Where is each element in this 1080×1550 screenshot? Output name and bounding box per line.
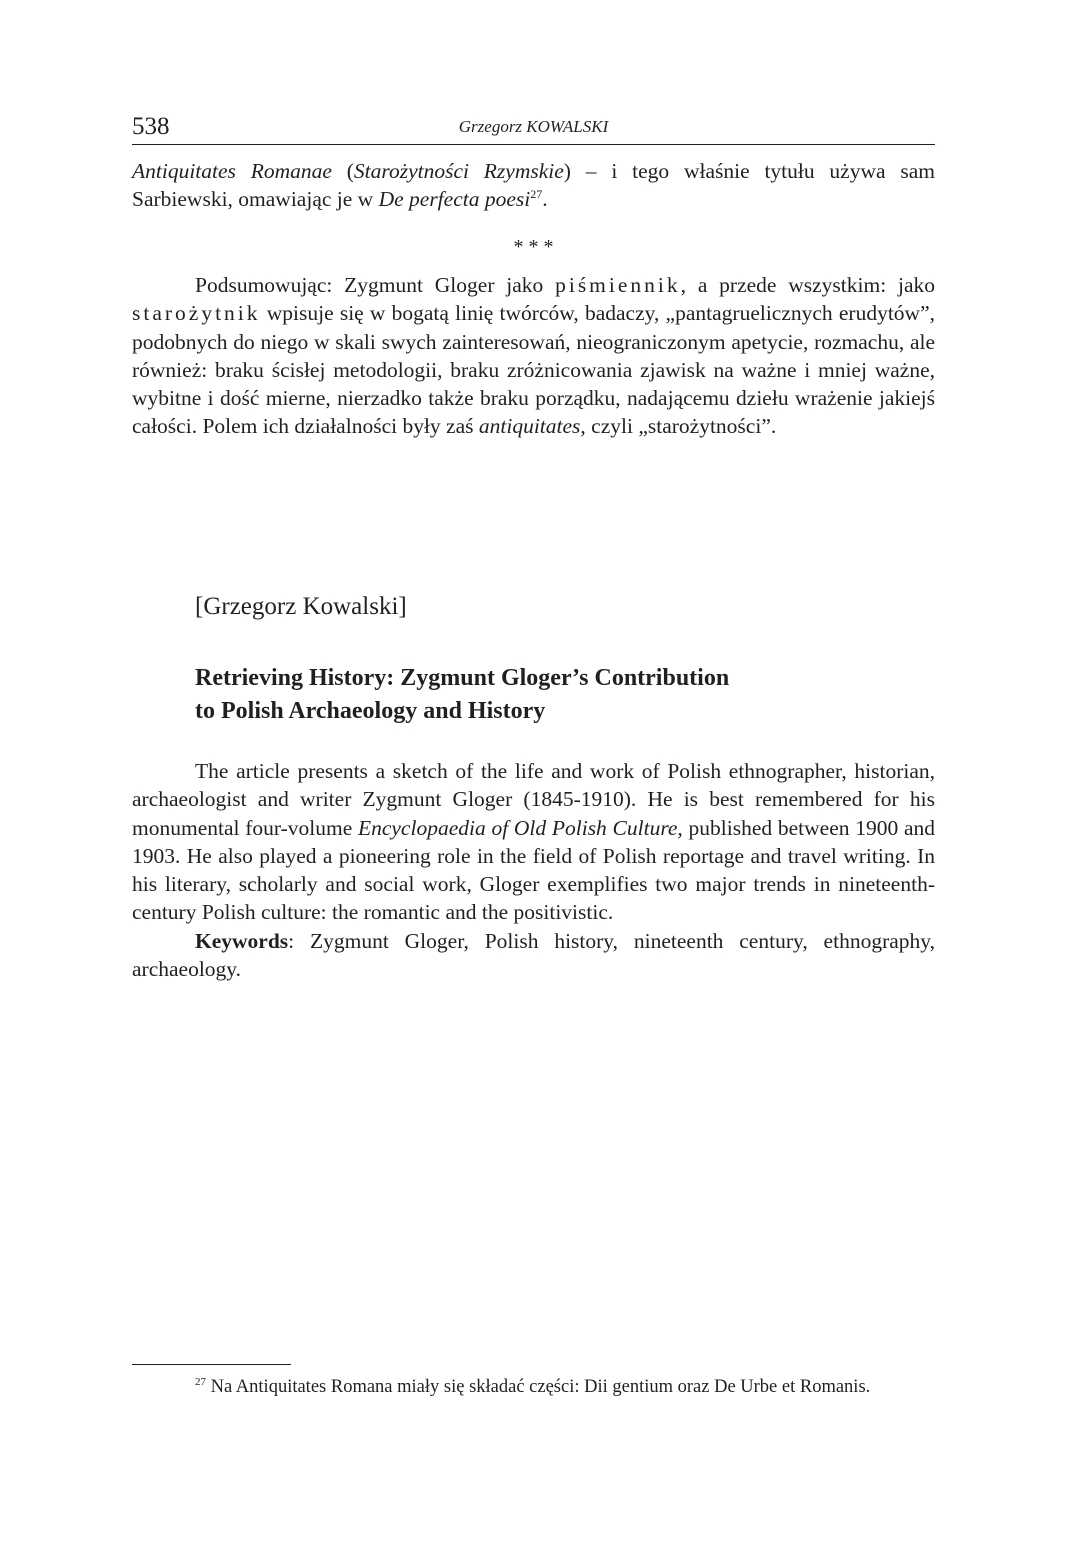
page-number: 538: [132, 113, 170, 140]
italic-title: Encyclopaedia of Old Polish Culture,: [357, 815, 683, 840]
spaced-term: starożytnik: [132, 301, 261, 326]
keywords: [132, 927, 935, 984]
text-run: Podsumowując: Zygmunt Gloger jako: [195, 273, 556, 297]
italic-title: De perfecta poesi: [378, 187, 531, 212]
header-rule: [132, 144, 935, 145]
footnote-number: 27: [195, 1376, 206, 1388]
section-separator: * * *: [513, 236, 554, 258]
footnote-ref: 27: [530, 187, 543, 202]
text-run: wpisuje się w bogatą linię twórców, badaczy, „pantagruelicznych erudytów”, podobnych do niego w skali swych zainteresowań, nieograniczonym apetycie, rozmachu, ale również: braku ścisłej metodologii, braku zróżnicowania zjawisk na ważne i mniej ważne, wybitne i dość mierne, nierzadko także braku porządku, nadającemu dziełu wrażenie jakiejś całości. Polem ich działalności były zaś: [132, 301, 935, 439]
text-run: (: [331, 159, 354, 183]
text-run: .: [542, 187, 548, 212]
text-run: published between 1900 and 1903. He also played a pioneering role in the field of Polish reportage and travel writing. In his literary, scholarly and social work, Gloger exemplifies two major trends in nineteenth-century Polish culture: the romantic and the positivistic.: [132, 815, 935, 925]
footnote-text: Na Antiquitates Romana miały się składać części: Dii gentium oraz De Urbe et Romanis.: [206, 1377, 871, 1397]
author-bracket: [Grzegorz Kowalski]: [195, 593, 407, 620]
english-title: [195, 662, 729, 728]
footnote-rule: [132, 1364, 291, 1365]
text-run: , czyli „starożytności”.: [580, 414, 777, 439]
italic-term: antiquitates: [478, 414, 581, 439]
summary-paragraph: [132, 271, 935, 441]
text-run: , a przede wszystkim: jako: [680, 273, 936, 297]
spaced-term: piśmiennik: [555, 273, 681, 297]
italic-title: Starożytności Rzymskie: [353, 159, 564, 183]
title-line: to Polish Archaeology and History: [195, 698, 546, 724]
text-run: ) – i tego właśnie tytułu używa sam Sarbiewski, omawiając je w: [132, 159, 935, 212]
title-line: Retrieving History: Zygmunt Gloger’s Contribution: [195, 665, 730, 691]
text-run: The article presents a sketch of the life and work of Polish ethnographer, historian, archaeologist and writer Zygmunt Gloger (1845-1910). He is best remembered for his monumental four-volume: [132, 759, 935, 840]
running-head: Grzegorz KOWALSKI: [458, 117, 609, 136]
keywords-label: Keywords: [195, 928, 289, 953]
top-paragraph: [132, 157, 935, 214]
keywords-text: : Zygmunt Gloger, Polish history, nineteenth century, ethnography, archaeology.: [132, 928, 935, 982]
abstract: [132, 757, 935, 983]
italic-title: Antiquitates Romanae: [132, 159, 332, 183]
footnote: [132, 1374, 935, 1400]
